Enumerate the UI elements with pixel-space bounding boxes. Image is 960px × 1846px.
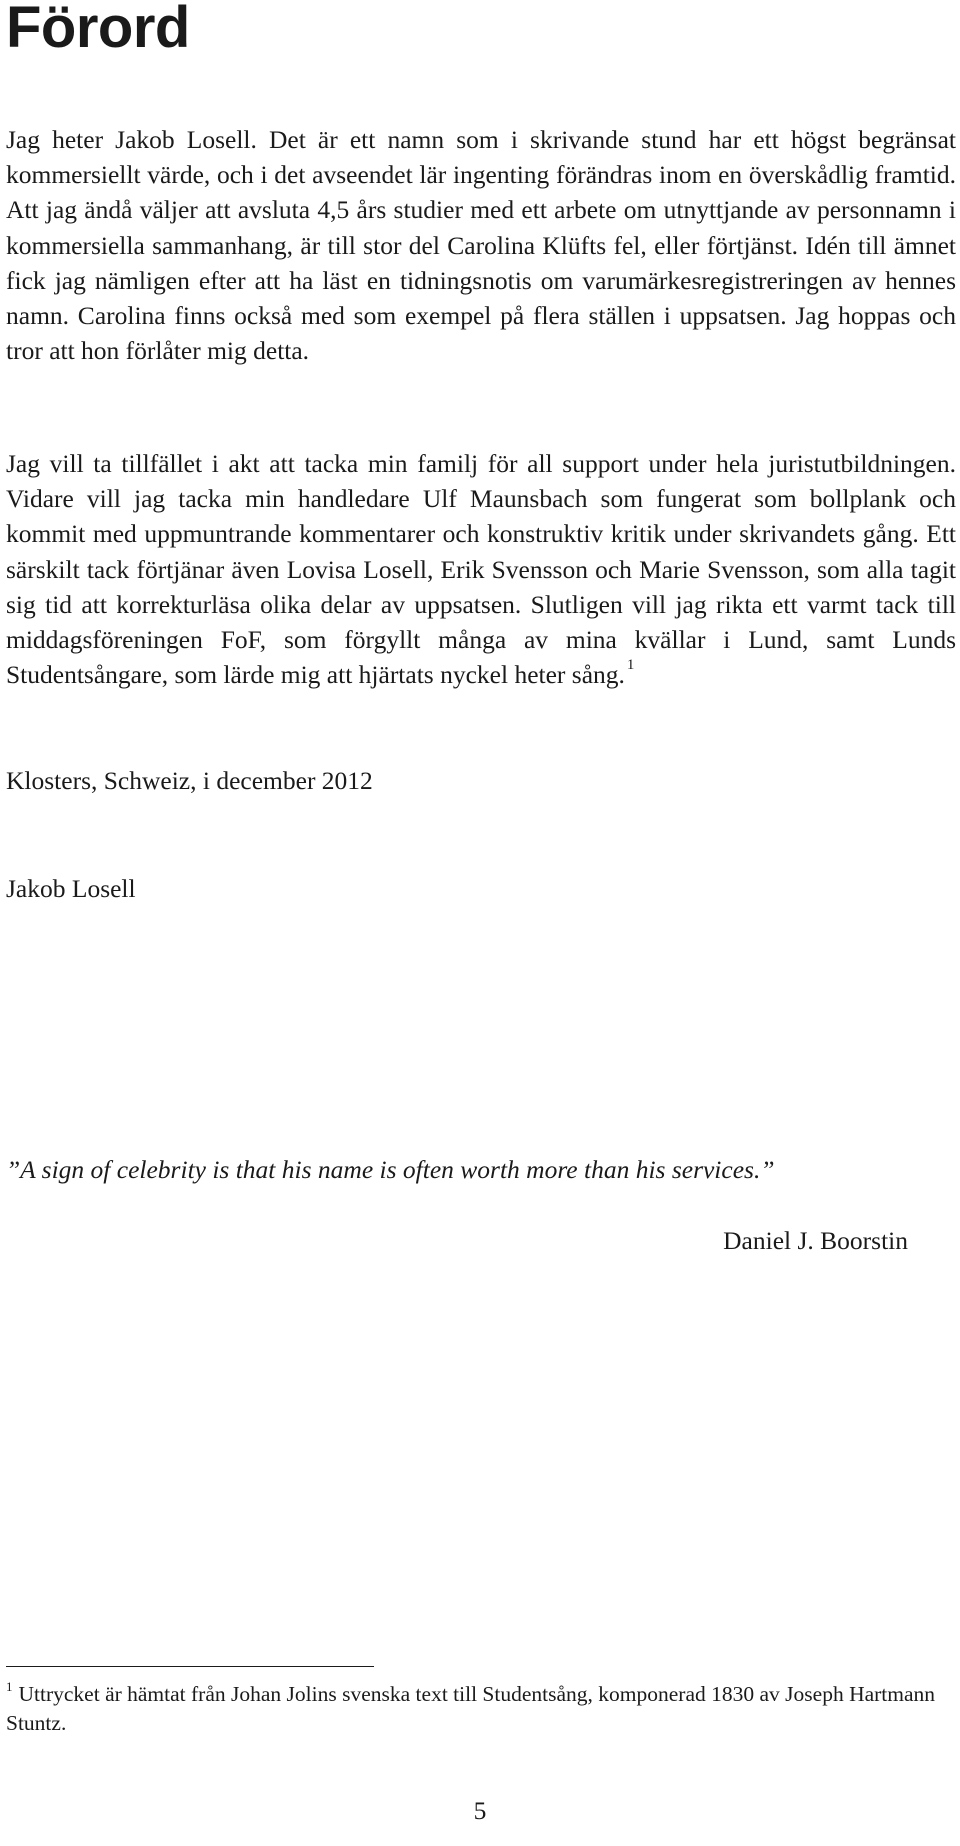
- footnote-text: Uttrycket är hämtat från Johan Jolins svenska text till Studentsång, komponerad 1830 av Joseph Hartmann Stuntz.: [6, 1682, 936, 1735]
- page-number: 5: [473, 1796, 487, 1825]
- epigraph-author: Daniel J. Boorstin: [723, 1226, 908, 1255]
- footnote-number: 1: [6, 1679, 13, 1694]
- author-signature: Jakob Losell: [6, 874, 136, 903]
- place-and-date: Klosters, Schweiz, i december 2012: [6, 766, 373, 795]
- footnote-reference[interactable]: 1: [626, 657, 635, 674]
- epigraph-quote: ”A sign of celebrity is that his name is often worth more than his services.”: [6, 1155, 775, 1184]
- footnote: [6, 1680, 956, 1738]
- preface-paragraph-1: Jag heter Jakob Losell. Det är ett namn som i skrivande stund har ett högst begränsat kommersiellt värde, och i det avseendet lär ingenting förändras inom en överskådlig framtid. Att jag ändå väljer att avsluta 4,5 års studier med ett arbete om utnyttjande av personnamn i kommersiella sammanhang, är till stor del Carolina Klüfts fel, eller förtjänst. Idén till ämnet fick jag nämligen efter att ha läst en tidningsnotis om varumärkesregistreringen av hennes namn. Carolina finns också med som exempel på flera ställen i uppsatsen. Jag hoppas och tror att hon förlåter mig detta.: [6, 125, 956, 366]
- page-title: Förord: [6, 0, 190, 60]
- preface-paragraph-2-text: Jag vill ta tillfället i akt att tacka min familj för all support under hela juristutbildningen. Vidare vill jag tacka min handledare Ulf Maunsbach som fungerat som bollplank och kommit med uppmuntrande kommentarer och konstruktiv kritik under skrivandets gång. Ett särskilt tack förtjänar även Lovisa Losell, Erik Svensson och Marie Svensson, som alla tagit sig tid att korrekturläsa olika delar av uppsatsen. Slutligen vill jag rikta ett varmt tack till middagsföreningen FoF, som förgyllt många av mina kvällar i Lund, samt Lunds Studentsångare, som lärde mig att hjärtats nyckel heter sång.: [6, 449, 956, 690]
- preface-paragraph-2: [6, 446, 956, 692]
- footnote-divider: [6, 1666, 374, 1667]
